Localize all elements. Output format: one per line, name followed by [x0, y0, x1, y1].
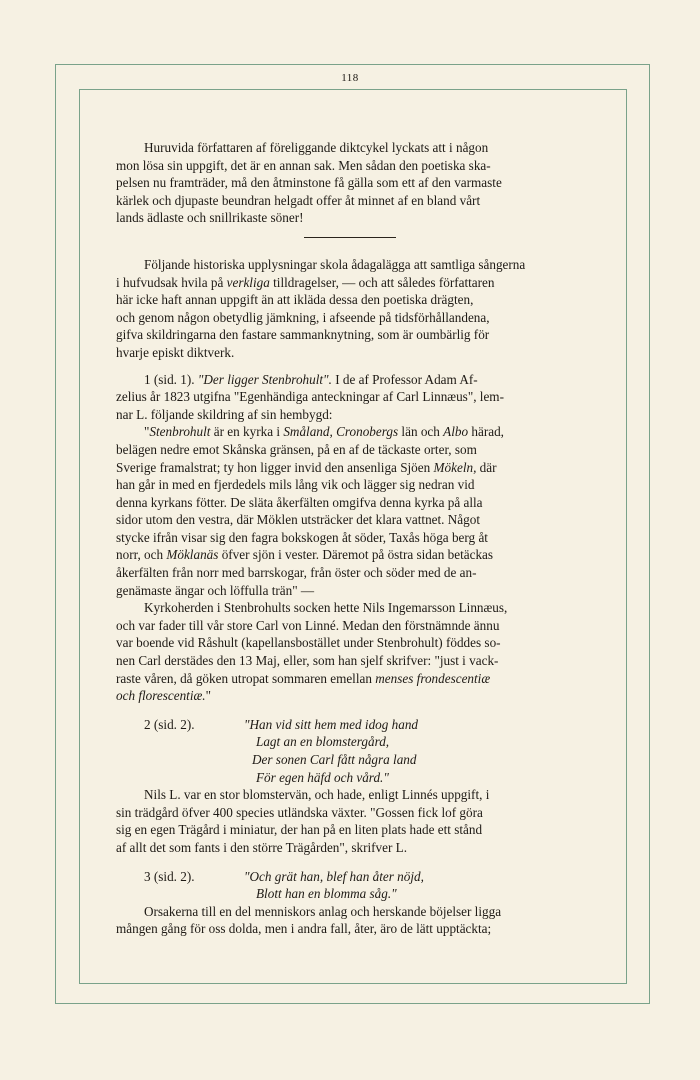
intro-line: Huruvida författaren af föreliggande diktcykel lyckats att i någon — [144, 140, 489, 155]
quote-line: belägen nedre emot Skånska gränsen, på en af de täckaste orter, som — [116, 441, 477, 457]
quote-line: "Stenbrohult är en kyrka i Småland, Cronobergs län och Albo härad, — [144, 424, 504, 440]
note-2 — [116, 716, 583, 857]
note-line: sig en egen Trägård i miniatur, der han på en liten plats hade ett stånd — [116, 822, 483, 838]
note-1-heading: 1 (sid. 1). "Der ligger Stenbrohult". I de af Professor Adam Af- — [144, 371, 478, 387]
quote-line: sidor utom den vestra, där Möklen utsträcker det klara vattnet. Något — [116, 512, 481, 528]
note-line: zelius år 1823 utgifna "Egenhändiga anteckningar af Carl Linnæus", lem- — [116, 389, 504, 405]
note-line: Kyrkoherden i Stenbrohults socken hette Nils Ingemarsson Linnæus, — [144, 600, 508, 616]
quote-line: stycke ifrån visar sig den fagra bokskogen åt söder, Taxås höga berg åt — [116, 529, 488, 545]
note-line: Nils L. var en stor blomstervän, och hade, enligt Linnés uppgift, i — [144, 787, 490, 803]
historical-line: här icke haft annan uppgift än att ikläda dessa den poetiska drägten, — [116, 292, 474, 308]
intro-line: mon lösa sin uppgift, det är en annan sak. Men sådan den poetiska ska- — [116, 157, 491, 173]
note-line: nen Carl derstädes den 13 Maj, eller, som han sjelf skrifver: "just i vack- — [116, 653, 499, 669]
note-1-title: "Der ligger Stenbrohult". — [197, 371, 332, 387]
page-body — [116, 139, 583, 938]
note-line: raste våren, då göken utropat sommaren emellan menses frondescentiæ — [116, 670, 491, 686]
intro-line: kärlek och djupaste beundran helgadt offer åt minnet af en bland vårt — [116, 192, 481, 208]
verse-line: "Och grät han, blef han åter nöjd, — [244, 868, 424, 884]
note-2-verse — [116, 716, 583, 786]
quote-line: norr, och Möklanäs öfver sjön i vester. Däremot på östra sidan betäckas — [116, 547, 494, 563]
historical-line: i hufvudsak hvila på verkliga tilldragelser, — och att således författaren — [116, 274, 495, 290]
note-line: nar L. följande skildring af sin hembygd: — [116, 406, 333, 422]
verse-line: Blott han en blomma såg." — [256, 886, 397, 902]
quote-line: denna kyrkans fötter. De släta åkerfälten omgifva denna kyrka på alla — [116, 494, 483, 510]
note-line: och var fader till vår store Carl von Linné. Medan den förstnämnde ännu — [116, 617, 500, 633]
page-number: 118 — [341, 72, 359, 84]
note-line: var boende vid Råshult (kapellansbostället under Stenbrohult) föddes so- — [116, 635, 501, 651]
note-1-number: 1 (sid. 1). — [144, 371, 195, 387]
quote-line: genämaste ängar och löffulla trän" — — [116, 582, 315, 598]
note-line: och florescentiæ." — [116, 688, 211, 704]
intro-line: pelsen nu framträder, må den åtminstone få gälla som ett af den varmaste — [116, 175, 502, 191]
quote-line: åkerfälten från norr med barrskogar, från öster och söder med de an- — [116, 565, 477, 581]
historical-line: och genom någon obetydlig jämkning, i afseende på tidsförhållandena, — [116, 309, 490, 325]
verse-line: "Han vid sitt hem med idog hand — [244, 716, 419, 732]
note-line: Orsakerna till en del menniskors anlag och herskande böjelser ligga — [144, 903, 502, 919]
historical-line: gifva skildringarna den fastare sammanknytning, som är oumbärlig för — [116, 327, 490, 343]
note-3-verse — [116, 868, 583, 903]
intro-paragraph — [116, 139, 583, 227]
quote-line: Sverige framalstrat; ty hon ligger invid den ansenliga Sjöen Mökeln, där — [116, 459, 497, 475]
note-3 — [116, 868, 583, 938]
note-1 — [116, 371, 583, 705]
note-line: mången gång för oss dolda, men i andra fall, åter, äro de lätt upptäckta; — [116, 921, 492, 937]
note-2-number: 2 (sid. 2). — [144, 716, 195, 732]
verse-line: Der sonen Carl fått några land — [252, 752, 417, 767]
historical-line: hvarje episkt diktverk. — [116, 344, 235, 360]
quote-line: han går in med en fjerdedels mils lång vik och lägger sig nedran vid — [116, 477, 475, 493]
verse-line: För egen häfd och vård." — [256, 769, 389, 785]
emphasis-verkliga: verkliga — [226, 274, 270, 290]
intro-line: lands ädlaste och snillrikaste söner! — [116, 210, 304, 226]
historical-line: Följande historiska upplysningar skola ådagalägga att samtliga sångerna — [144, 256, 526, 272]
note-line: af allt det som fants i den större Trägården", skrifver L. — [116, 839, 408, 855]
section-separator — [304, 237, 396, 238]
note-3-number: 3 (sid. 2). — [144, 868, 195, 884]
note-line: sin trädgård öfver 400 species utländska växter. "Gossen fick lof göra — [116, 804, 483, 820]
historical-paragraph — [116, 256, 583, 362]
verse-line: Lagt an en blomstergård, — [256, 734, 390, 750]
